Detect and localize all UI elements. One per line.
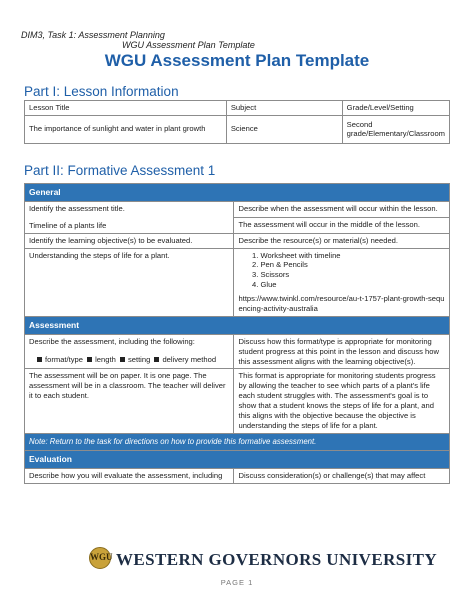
- appropriate-prompt: Discuss how this format/type is appropriate for monitoring student progress at this point in the lesson and discuss how this assessment aligns with the learning objective(s).: [234, 334, 450, 369]
- note-text: Note: Return to the task for directions on how to provide this formative assessment.: [25, 433, 450, 450]
- table-row: [25, 468, 450, 483]
- part1-heading: Part I: Lesson Information: [24, 84, 179, 99]
- note-band: [25, 433, 450, 450]
- column-header-subject: Subject: [226, 101, 342, 116]
- evaluate-prompt: Describe how you will evaluate the assessment, including: [25, 468, 234, 483]
- describe-prompt: Describe the assessment, including the following:: [29, 336, 195, 346]
- square-bullet-icon: [120, 357, 125, 362]
- lesson-info-table: [24, 100, 450, 144]
- square-bullet-icon: [87, 357, 92, 362]
- square-bullet-icon: [154, 357, 159, 362]
- table-row: [25, 248, 450, 316]
- table-row: [25, 369, 450, 433]
- page-title: WGU Assessment Plan Template: [104, 51, 370, 70]
- page-number: PAGE 1: [220, 578, 254, 587]
- section-band-assessment: [25, 316, 450, 334]
- title-cell: [25, 202, 234, 234]
- title-prompt: Identify the assessment title.: [29, 204, 125, 214]
- square-bullet-icon: [37, 357, 42, 362]
- feature-item: length: [95, 354, 116, 364]
- section-band-general: [25, 184, 450, 202]
- column-header-grade: Grade/Level/Setting: [342, 101, 449, 116]
- describe-value: The assessment will be on paper. It is one page. The assessment will be in a classroom. The teacher will deliver it to each student.: [25, 369, 234, 433]
- header-template-line: WGU Assessment Plan Template: [122, 40, 255, 50]
- table-row: [25, 101, 450, 116]
- when-value: The assessment will occur in the middle of the lesson.: [234, 217, 450, 233]
- grade-value: Second grade/Elementary/Classroom: [342, 115, 449, 143]
- feature-item: setting: [127, 354, 151, 364]
- resource-url: https://www.twinkl.com/resource/au-t-1757-plant-growth-sequencing-activity-australia: [238, 294, 445, 313]
- objective-prompt: Identify the learning objective(s) to be evaluated.: [25, 233, 234, 248]
- assessment-band-label: Assessment: [25, 316, 450, 334]
- title-value: Timeline of a plants life: [29, 220, 107, 230]
- considerations-prompt: Discuss consideration(s) or challenge(s) that may affect: [234, 468, 450, 483]
- feature-item: format/type: [45, 354, 83, 364]
- list-item: 2. Pen & Pencils: [260, 260, 445, 270]
- general-band-label: General: [25, 184, 450, 202]
- resources-prompt: Describe the resource(s) or material(s) needed.: [234, 233, 450, 248]
- university-seal-icon: WGU: [89, 547, 111, 569]
- appropriate-value: This format is appropriate for monitoring students progress by allowing the teacher to see which parts of a plant's life each student struggles with. The assessment's goal is to show that a student knows the steps of life for a plant, and this aligns with the objective because the objective is understanding the steps of life for a plant.: [234, 369, 450, 433]
- header-task-line: DIM3, Task 1: Assessment Planning: [21, 30, 165, 40]
- subject-value: Science: [226, 115, 342, 143]
- when-prompt: Describe when the assessment will occur within the lesson.: [234, 202, 450, 218]
- table-row: [25, 115, 450, 143]
- list-item: 1. Worksheet with timeline: [260, 251, 445, 261]
- section-band-evaluation: [25, 450, 450, 468]
- table-row: [25, 334, 450, 369]
- resources-cell: [234, 248, 450, 316]
- column-header-lesson-title: Lesson Title: [25, 101, 227, 116]
- feature-item: delivery method: [162, 354, 217, 364]
- list-item: 3. Scissors: [260, 270, 445, 280]
- describe-cell: [25, 334, 234, 369]
- lesson-title-value: The importance of sunlight and water in plant growth: [25, 115, 227, 143]
- university-wordmark: WESTERN GOVERNORS UNIVERSITY: [116, 550, 438, 569]
- resources-list: [238, 251, 445, 290]
- list-item: 4. Glue: [260, 280, 445, 290]
- feature-list: [29, 355, 229, 366]
- formative-assessment-table: [24, 183, 450, 484]
- table-row: [25, 202, 450, 218]
- table-row: [25, 233, 450, 248]
- part2-heading: Part II: Formative Assessment 1: [24, 163, 216, 178]
- evaluation-band-label: Evaluation: [25, 450, 450, 468]
- objective-value: Understanding the steps of life for a plant.: [25, 248, 234, 316]
